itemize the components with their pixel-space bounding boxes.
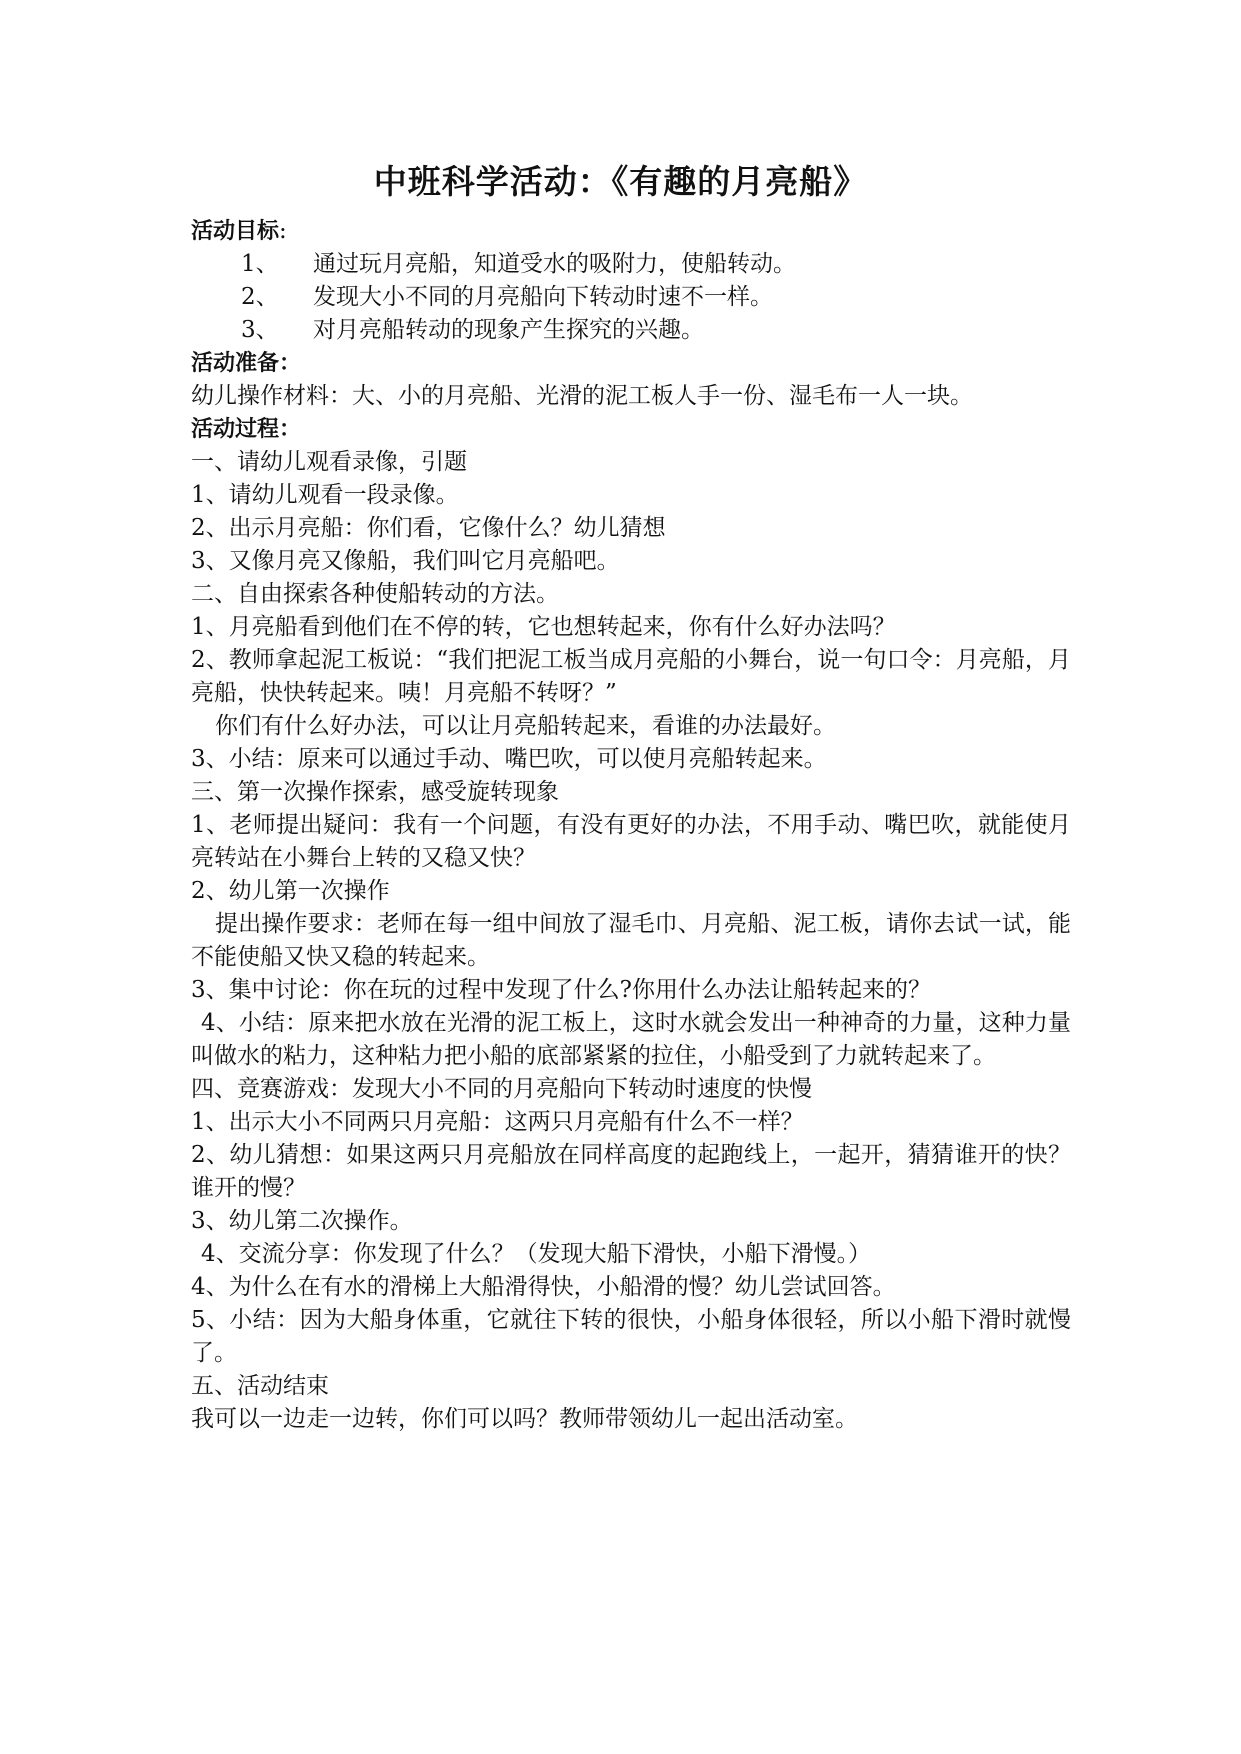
process-step: 1、老师提出疑问：我有一个问题，有没有更好的办法，不用手动、嘴巴吹，就能使月亮转站在小舞台上转的又稳又快？ [191, 812, 1071, 871]
goal-text: 通过玩月亮船，知道受水的吸附力，使船转动。 [313, 251, 796, 277]
goal-text: 发现大小不同的月亮船向下转动时速不一样。 [313, 284, 773, 310]
process-step: 4、为什么在有水的滑梯上大船滑得快，小船滑的慢？幼儿尝试回答。 [191, 1274, 896, 1300]
goal-item [191, 281, 1071, 314]
goal-text: 对月亮船转动的现象产生探究的兴趣。 [313, 317, 704, 343]
process-step: 3、又像月亮又像船，我们叫它月亮船吧。 [191, 548, 620, 574]
goal-item [191, 248, 1071, 281]
process-step: 3、小结：原来可以通过手动、嘴巴吹，可以使月亮船转起来。 [191, 746, 827, 772]
document-body [191, 215, 1071, 1436]
prep-text: 幼儿操作材料：大、小的月亮船、光滑的泥工板人手一份、湿毛布一人一块。 [191, 383, 973, 409]
goal-number: 3、 [241, 317, 279, 343]
process-step: 2、幼儿猜想：如果这两只月亮船放在同样高度的起跑线上，一起开，猜猜谁开的快？谁开的慢？ [191, 1142, 1071, 1201]
goals-heading-line [191, 215, 1071, 248]
process-step: 我可以一边走一边转，你们可以吗？教师带领幼儿一起出活动室。 [191, 1406, 858, 1432]
goal-item [191, 314, 1071, 347]
process-step: 1、请幼儿观看一段录像。 [191, 482, 459, 508]
process-step: 4、小结：原来把水放在光滑的泥工板上，这时水就会发出一种神奇的力量，这种力量叫做水的粘力，这种粘力把小船的底部紧紧的拉住，小船受到了力就转起来了。 [191, 1010, 1071, 1069]
process-step: 4、交流分享：你发现了什么？（发现大船下滑快，小船下滑慢。） [201, 1241, 872, 1267]
process-step: 2、教师拿起泥工板说：“我们把泥工板当成月亮船的小舞台，说一句口令：月亮船，月亮船，快快转起来。咦！月亮船不转呀？” [191, 647, 1071, 706]
process-heading: 活动过程： [191, 417, 302, 442]
document-title: 中班科学活动：《有趣的月亮船》 [373, 162, 868, 201]
goal-number: 1、 [241, 251, 279, 277]
goals-heading: 活动目标 [191, 219, 280, 244]
process-step: 2、出示月亮船：你们看，它像什么？幼儿猜想 [191, 515, 666, 541]
section-heading: 三、第一次操作探索，感受旋转现象 [191, 779, 559, 805]
process-step: 1、出示大小不同两只月亮船：这两只月亮船有什么不一样？ [191, 1109, 804, 1135]
section-heading: 四、竞赛游戏：发现大小不同的月亮船向下转动时速度的快慢 [191, 1076, 812, 1102]
process-step: 3、幼儿第二次操作。 [191, 1208, 413, 1234]
process-step: 提出操作要求：老师在每一组中间放了湿毛巾、月亮船、泥工板，请你去试一试，能不能使船又快又稳的转起来。 [191, 911, 1071, 970]
section-heading: 二、自由探索各种使船转动的方法。 [191, 581, 559, 607]
process-step: 1、月亮船看到他们在不停的转，它也想转起来，你有什么好办法吗？ [191, 614, 896, 640]
process-step: 3、集中讨论：你在玩的过程中发现了什么?你用什么办法让船转起来的？ [191, 977, 931, 1003]
process-step: 2、幼儿第一次操作 [191, 878, 390, 904]
goal-number: 2、 [241, 284, 279, 310]
process-step: 5、小结：因为大船身体重，它就往下转的很快，小船身体很轻，所以小船下滑时就慢了。 [191, 1307, 1071, 1366]
goals-heading-colon: : [279, 218, 287, 244]
section-heading: 一、请幼儿观看录像，引题 [191, 449, 467, 475]
prep-heading: 活动准备： [191, 351, 302, 376]
process-step: 你们有什么好办法，可以让月亮船转起来，看谁的办法最好。 [215, 713, 836, 739]
section-heading: 五、活动结束 [191, 1373, 329, 1399]
